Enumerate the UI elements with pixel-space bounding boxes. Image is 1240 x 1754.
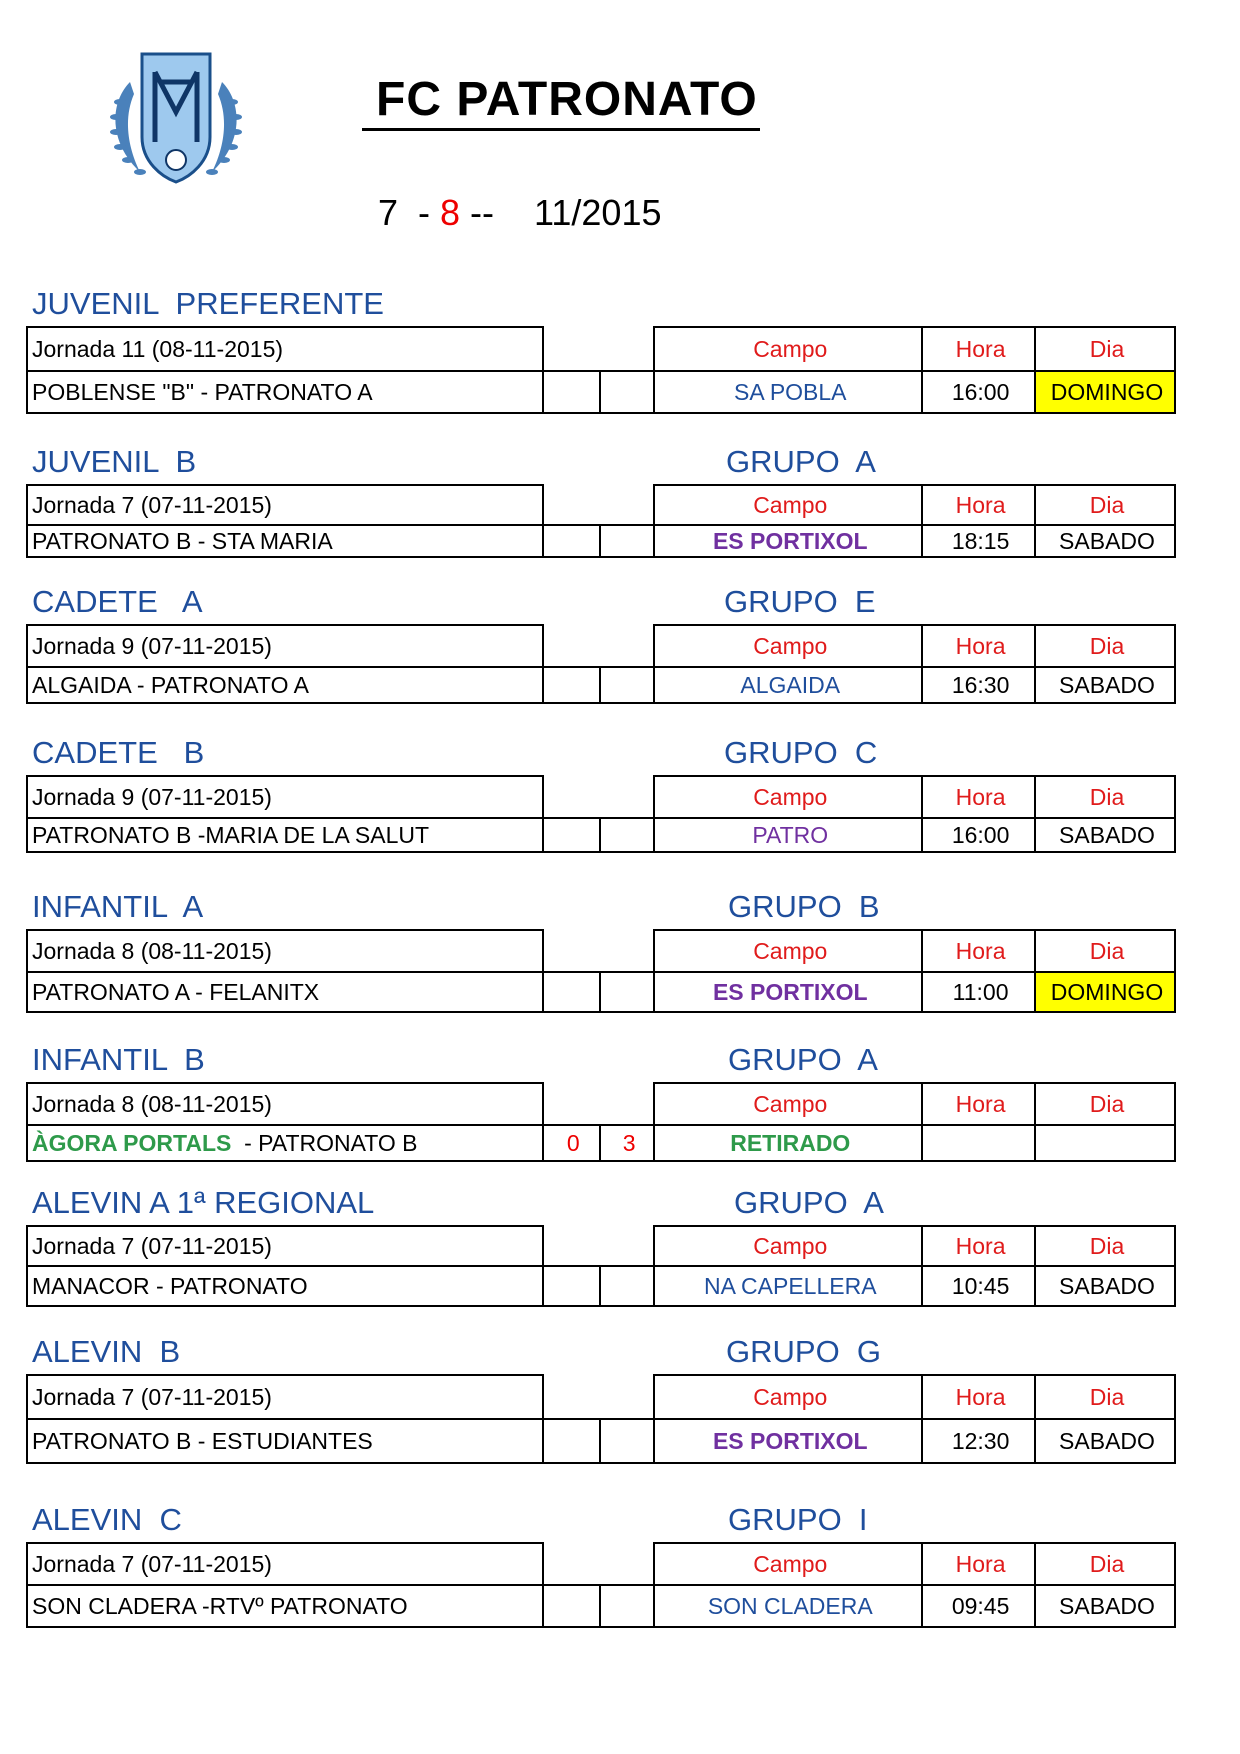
category-label: ALEVIN C	[32, 1502, 182, 1537]
day-cell	[1035, 1125, 1175, 1161]
dia-header: Dia	[1035, 625, 1175, 667]
category-label: INFANTIL A	[32, 889, 204, 924]
dia-header: Dia	[1035, 485, 1175, 525]
match-cell: PATRONATO B - ESTUDIANTES	[27, 1419, 543, 1463]
time-cell: 11:00	[922, 972, 1035, 1012]
dia-header: Dia	[1035, 1543, 1175, 1585]
match-cell: ALGAIDA - PATRONATO A	[27, 667, 543, 703]
score-home-cell	[543, 972, 600, 1012]
hora-header: Hora	[922, 930, 1035, 972]
score-home-cell	[543, 371, 600, 413]
dia-header: Dia	[1035, 930, 1175, 972]
group-label: GRUPO C	[724, 735, 878, 770]
score-away-cell	[600, 371, 654, 413]
day-cell: SABADO	[1035, 1419, 1175, 1463]
field-cell: ES PORTIXOL	[654, 525, 922, 557]
date-month: -- 11/2015	[460, 192, 662, 233]
day-cell: DOMINGO	[1035, 972, 1175, 1012]
match-cell	[27, 1125, 543, 1161]
away-team: - PATRONATO B	[231, 1129, 418, 1156]
hora-header: Hora	[922, 1083, 1035, 1125]
fixture-table	[26, 484, 1176, 558]
score-away-cell	[600, 1266, 654, 1306]
time-cell: 12:30	[922, 1419, 1035, 1463]
campo-header: Campo	[654, 776, 922, 818]
match-cell: SON CLADERA -RTVº PATRONATO	[27, 1585, 543, 1627]
score-home-cell: 0	[543, 1125, 600, 1161]
fixture-section	[26, 1502, 1176, 1628]
hora-header: Hora	[922, 776, 1035, 818]
campo-header: Campo	[654, 1375, 922, 1419]
match-cell: PATRONATO A - FELANITX	[27, 972, 543, 1012]
group-label: GRUPO A	[734, 1185, 884, 1220]
score-home-cell	[543, 818, 600, 852]
match-cell: PATRONATO B -MARIA DE LA SALUT	[27, 818, 543, 852]
category-label: JUVENIL PREFERENTE	[32, 286, 384, 321]
fixture-table	[26, 1082, 1176, 1162]
match-cell: PATRONATO B - STA MARIA	[27, 525, 543, 557]
jornada-cell: Jornada 8 (08-11-2015)	[27, 1083, 543, 1125]
dia-header: Dia	[1035, 327, 1175, 371]
campo-header: Campo	[654, 625, 922, 667]
day-cell: SABADO	[1035, 1266, 1175, 1306]
field-cell: PATRO	[654, 818, 922, 852]
score-home-cell	[543, 525, 600, 557]
score-away-cell	[600, 667, 654, 703]
fixture-table	[26, 775, 1176, 853]
campo-header: Campo	[654, 485, 922, 525]
jornada-cell: Jornada 7 (07-11-2015)	[27, 1375, 543, 1419]
group-label: GRUPO G	[726, 1334, 882, 1369]
group-label: GRUPO A	[728, 1042, 878, 1077]
group-label: GRUPO B	[728, 889, 880, 924]
dia-header: Dia	[1035, 1083, 1175, 1125]
score-away-cell	[600, 1585, 654, 1627]
fixture-section	[26, 1042, 1176, 1162]
home-team: ÀGORA PORTALS	[32, 1129, 232, 1156]
date-start: 7 -	[378, 192, 441, 233]
score-away-cell	[600, 525, 654, 557]
jornada-cell: Jornada 8 (08-11-2015)	[27, 930, 543, 972]
time-cell: 10:45	[922, 1266, 1035, 1306]
hora-header: Hora	[922, 1375, 1035, 1419]
hora-header: Hora	[922, 327, 1035, 371]
time-cell: 16:00	[922, 371, 1035, 413]
time-cell: 16:00	[922, 818, 1035, 852]
club-crest-logo	[100, 42, 252, 192]
group-label: GRUPO A	[726, 444, 876, 479]
time-cell: 16:30	[922, 667, 1035, 703]
category-label: ALEVIN B	[32, 1334, 181, 1369]
fixture-section	[26, 735, 1176, 853]
score-away-cell: 3	[600, 1125, 654, 1161]
group-label: GRUPO E	[724, 584, 876, 619]
score-away-cell	[600, 972, 654, 1012]
time-cell: 18:15	[922, 525, 1035, 557]
group-label: GRUPO I	[728, 1502, 868, 1537]
category-label: ALEVIN A 1ª REGIONAL	[32, 1185, 375, 1220]
fixture-table	[26, 1225, 1176, 1307]
hora-header: Hora	[922, 1226, 1035, 1266]
jornada-cell: Jornada 11 (08-11-2015)	[27, 327, 543, 371]
category-label: JUVENIL B	[32, 444, 197, 479]
match-cell: POBLENSE "B" - PATRONATO A	[27, 371, 543, 413]
field-cell: ALGAIDA	[654, 667, 922, 703]
hora-header: Hora	[922, 625, 1035, 667]
fixture-section	[26, 1334, 1176, 1464]
fixture-section	[26, 286, 1176, 414]
jornada-cell: Jornada 7 (07-11-2015)	[27, 1543, 543, 1585]
day-cell: SABADO	[1035, 525, 1175, 557]
jornada-cell: Jornada 7 (07-11-2015)	[27, 485, 543, 525]
date-end: 8	[440, 192, 461, 233]
score-away-cell	[600, 1419, 654, 1463]
day-cell: SABADO	[1035, 818, 1175, 852]
day-cell: DOMINGO	[1035, 371, 1175, 413]
score-home-cell	[543, 667, 600, 703]
category-label: INFANTIL B	[32, 1042, 205, 1077]
field-cell: ES PORTIXOL	[654, 1419, 922, 1463]
match-cell: MANACOR - PATRONATO	[27, 1266, 543, 1306]
field-cell: RETIRADO	[654, 1125, 922, 1161]
page-title: FC PATRONATO	[362, 72, 760, 131]
campo-header: Campo	[654, 1226, 922, 1266]
fixture-table	[26, 326, 1176, 414]
dia-header: Dia	[1035, 776, 1175, 818]
category-label: CADETE A	[32, 584, 203, 619]
fixture-section	[26, 444, 1176, 558]
fixture-table	[26, 1542, 1176, 1628]
fixture-table	[26, 929, 1176, 1013]
field-cell: ES PORTIXOL	[654, 972, 922, 1012]
time-cell: 09:45	[922, 1585, 1035, 1627]
field-cell: SON CLADERA	[654, 1585, 922, 1627]
day-cell: SABADO	[1035, 1585, 1175, 1627]
dia-header: Dia	[1035, 1226, 1175, 1266]
campo-header: Campo	[654, 1083, 922, 1125]
fixture-table	[26, 624, 1176, 704]
hora-header: Hora	[922, 485, 1035, 525]
score-away-cell	[600, 818, 654, 852]
score-home-cell	[543, 1585, 600, 1627]
day-cell: SABADO	[1035, 667, 1175, 703]
jornada-cell: Jornada 9 (07-11-2015)	[27, 625, 543, 667]
hora-header: Hora	[922, 1543, 1035, 1585]
field-cell: SA POBLA	[654, 371, 922, 413]
campo-header: Campo	[654, 327, 922, 371]
campo-header: Campo	[654, 930, 922, 972]
jornada-cell: Jornada 9 (07-11-2015)	[27, 776, 543, 818]
time-cell	[922, 1125, 1035, 1161]
campo-header: Campo	[654, 1543, 922, 1585]
score-home-cell	[543, 1266, 600, 1306]
field-cell: NA CAPELLERA	[654, 1266, 922, 1306]
jornada-cell: Jornada 7 (07-11-2015)	[27, 1226, 543, 1266]
score-home-cell	[543, 1419, 600, 1463]
fixture-section	[26, 889, 1176, 1013]
fixture-section	[26, 584, 1176, 704]
fixture-table	[26, 1374, 1176, 1464]
dia-header: Dia	[1035, 1375, 1175, 1419]
category-label: CADETE B	[32, 735, 205, 770]
date-range	[378, 192, 662, 234]
fixture-section	[26, 1185, 1176, 1307]
